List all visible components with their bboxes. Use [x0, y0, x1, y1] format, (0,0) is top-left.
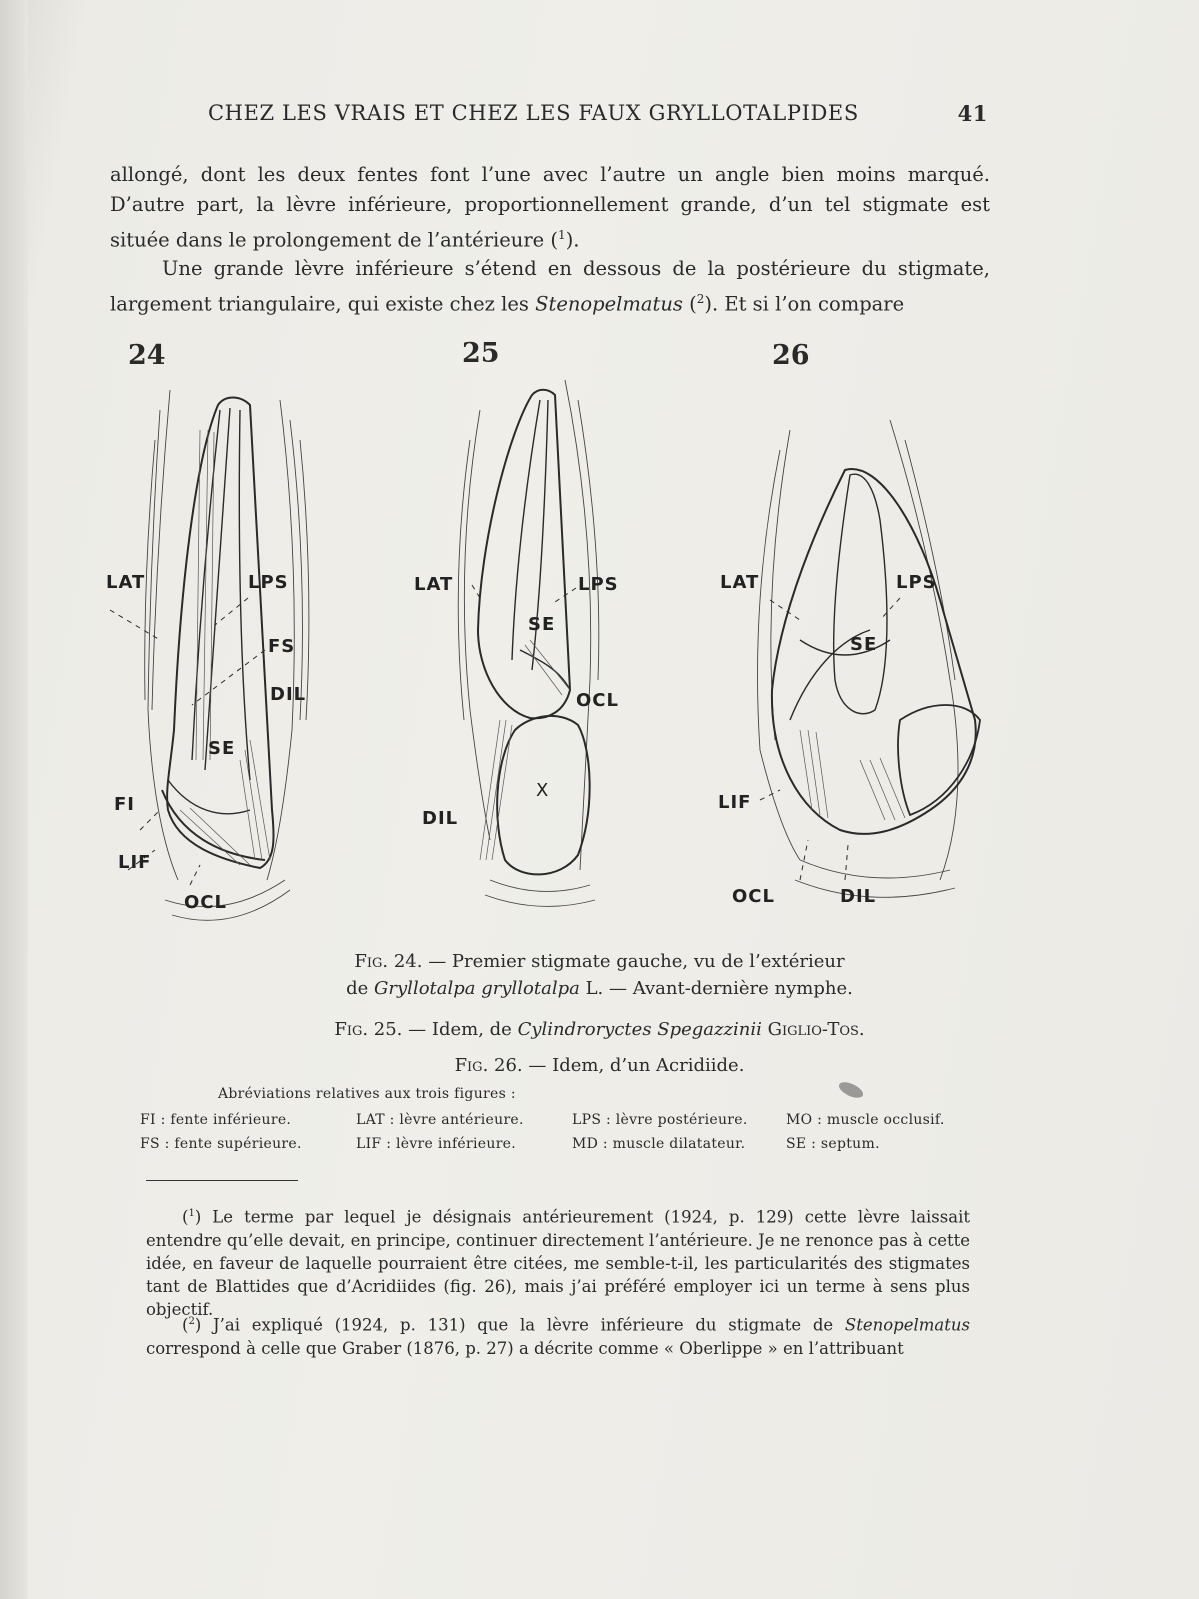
fig25-number: 25 [462, 338, 500, 369]
footnote-2-text-a: J’ai expliqué (1924, p. 131) que la lèvre inférieure du stigmate de [201, 1315, 845, 1335]
footnote-1-mark: 1 [188, 1208, 195, 1219]
abbr-md: MD : muscle dilatateur. [572, 1136, 746, 1152]
paragraph-2-text: Une grande lèvre inférieure s’étend en dessous de la postérieure du stigmate, largement triangulaire, qui existe chez les [110, 257, 990, 316]
fig25-drawing [458, 380, 599, 906]
footnote-rule [146, 1180, 298, 1181]
abbreviations-title: Abréviations relatives aux trois figures : [218, 1086, 516, 1102]
fig24-label-lif: LIF [118, 852, 152, 873]
footnote-2-text-b: correspond à celle que Graber (1876, p. 27) a décrite comme « Oberlippe » en l’attribuant [146, 1338, 904, 1358]
fig26-label-lat: LAT [720, 572, 760, 593]
fig25-label-lat: LAT [414, 574, 454, 595]
fig26-label-lif: LIF [718, 792, 752, 813]
paragraph-1-end: ). [565, 228, 580, 252]
caption-fig24-line1: — Premier stigmate gauche, vu de l’extérieur [422, 951, 845, 972]
footnote-ref-1: 1 [558, 228, 566, 242]
fig24-label-lat: LAT [106, 572, 146, 593]
caption-fig25-author: Giglio-Tos. [761, 1019, 865, 1040]
abbr-mo: MO : muscle occlusif. [786, 1112, 945, 1128]
paragraph-2 [110, 254, 990, 320]
footnote-1: ($^1$) Le terme par lequel je désignais antérieurement (1924, p. 129) cette lèvre laissait entendre qu’elle devait, en principe, continuer directement l’antérieure. Je ne renonce pas à cette idée, en faveur de laquelle pourraient être citées, me semble-t-il, les particularités des stigmates tant de Blattides que d’Acridiides (fig. 26), mais j’ai préféré employer ici un terme à sens plus objectif. [146, 1207, 970, 1319]
abbr-lps: LPS : lèvre postérieure. [572, 1112, 748, 1128]
stigmata-drawings [100, 340, 1020, 940]
caption-fig26 [0, 1052, 1199, 1079]
paragraph-1-text: allongé, dont les deux fentes font l’une avec l’autre un angle bien moins marqué. D’autre part, la lèvre inférieure, proportionnellement grande, d’un tel stigmate est située dans le prolongement de l’antérieure ( [110, 163, 990, 252]
caption-fig25-prefix: Fig. 25. [334, 1019, 403, 1040]
caption-fig26-text: — Idem, d’un Acridiide. [522, 1055, 745, 1076]
abbr-fs: FS : fente supérieure. [140, 1136, 302, 1152]
caption-fig24-line2-b: L. — Avant-dernière nymphe. [579, 978, 853, 999]
figure-plate [100, 340, 1020, 940]
fig24-label-ocl: OCL [184, 892, 227, 913]
fig24-label-se: SE [208, 738, 236, 759]
caption-fig25 [0, 1016, 1199, 1043]
caption-fig24-line2-a: de [346, 978, 375, 999]
fig26-label-dil: DIL [840, 886, 877, 907]
footnote-1-text: Le terme par lequel je désignais antérieurement (1924, p. 129) cette lèvre laissait entendre qu’elle devait, en principe, continuer directement l’antérieure. Je ne renonce pas à cette idée, en faveur de laquelle pourraient être citées, me semble-t-il, les particularités des stigmates tant de Blattides que d’Acridiides (fig. 26), mais j’ai préféré employer ici un terme à sens plus objectif. [146, 1207, 970, 1319]
fig24-label-fs: FS [268, 636, 296, 657]
genus-name: Stenopelmatus [535, 292, 683, 316]
footnote-2-genus: Stenopelmatus [844, 1315, 970, 1335]
caption-fig25-text: — Idem, de [402, 1019, 518, 1040]
caption-fig25-species: Cylindroryctes Spegazzinii [517, 1019, 762, 1040]
running-head-title: CHEZ LES VRAIS ET CHEZ LES FAUX GRYLLOTALPIDES [208, 101, 859, 125]
caption-fig26-prefix: Fig. 26. [454, 1055, 523, 1076]
fig26-label-lps: LPS [896, 572, 937, 593]
running-head [208, 101, 988, 126]
abbr-fi: FI : fente inférieure. [140, 1112, 292, 1128]
fig24-label-fi: FI [114, 794, 135, 815]
caption-fig24-prefix: Fig. 24. [354, 951, 423, 972]
footnote-2-mark: 2 [188, 1316, 195, 1327]
paragraph-1 [110, 160, 990, 256]
footnote-ref-2: 2 [696, 292, 705, 306]
abbr-lif: LIF : lèvre inférieure. [356, 1136, 517, 1152]
fig25-label-se: SE [528, 614, 556, 635]
paragraph-2-end: ). Et si l’on compare [704, 292, 905, 316]
page-gutter-edge [0, 0, 28, 1599]
caption-fig24 [0, 948, 1199, 1002]
fig25-label-ocl: OCL [576, 690, 619, 711]
fig24-label-dil: DIL [270, 684, 307, 705]
fig26-drawing [758, 420, 981, 897]
fig24-number: 24 [128, 340, 166, 371]
abbr-se: SE : septum. [786, 1136, 880, 1152]
ink-smudge [837, 1079, 866, 1101]
fig25-label-x: X [536, 780, 550, 801]
fig24-label-lps: LPS [248, 572, 289, 593]
caption-fig24-species: Gryllotalpa gryllotalpa [374, 978, 580, 999]
fig25-label-lps: LPS [578, 574, 619, 595]
paragraph-2-paren: ( [682, 292, 697, 316]
fig26-label-ocl: OCL [732, 886, 775, 907]
fig26-label-se: SE [850, 634, 878, 655]
fig26-number: 26 [772, 340, 810, 371]
abbr-lat: LAT : lèvre antérieure. [356, 1112, 524, 1128]
fig25-label-dil: DIL [422, 808, 459, 829]
page-number: 41 [957, 101, 988, 126]
footnote-2: ($^2$) J’ai expliqué (1924, p. 131) que la lèvre inférieure du stigmate de Stenopelmatus correspond à celle que Graber (1876, p. 27) a décrite comme « Oberlippe » en l’attribuant [146, 1315, 970, 1358]
